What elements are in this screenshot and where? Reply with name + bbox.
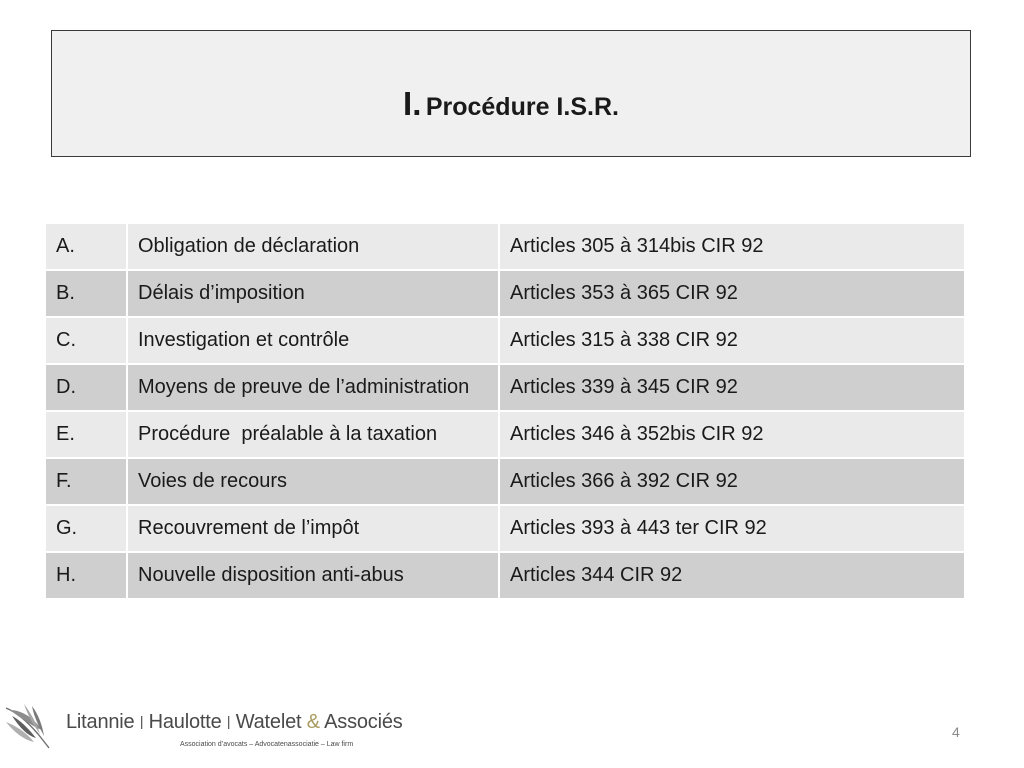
row-reference: Articles 339 à 345 CIR 92	[499, 364, 965, 411]
row-reference: Articles 305 à 314bis CIR 92	[499, 223, 965, 270]
row-topic: Obligation de déclaration	[127, 223, 499, 270]
row-topic: Investigation et contrôle	[127, 317, 499, 364]
row-reference: Articles 346 à 352bis CIR 92	[499, 411, 965, 458]
title-numeral: I.	[403, 85, 422, 122]
row-reference: Articles 353 à 365 CIR 92	[499, 270, 965, 317]
row-topic: Procédure préalable à la taxation	[127, 411, 499, 458]
row-letter: E.	[45, 411, 127, 458]
title-text: Procédure I.S.R.	[425, 93, 619, 121]
slide-title	[52, 85, 970, 123]
row-topic: Délais d’imposition	[127, 270, 499, 317]
slide-title-box	[51, 30, 971, 157]
row-reference: Articles 344 CIR 92	[499, 552, 965, 599]
firm-separator: |	[139, 713, 144, 729]
page-number: 4	[952, 724, 960, 740]
firm-ampersand: &	[306, 711, 320, 733]
table-row	[45, 270, 965, 317]
row-letter: H.	[45, 552, 127, 599]
row-topic: Voies de recours	[127, 458, 499, 505]
row-letter: B.	[45, 270, 127, 317]
row-reference: Articles 315 à 338 CIR 92	[499, 317, 965, 364]
row-letter: G.	[45, 505, 127, 552]
firm-subtitle: Association d’avocats – Advocatenassociatie – Law firm	[180, 741, 354, 748]
row-letter: F.	[45, 458, 127, 505]
row-topic: Recouvrement de l’impôt	[127, 505, 499, 552]
firm-name-part3: Watelet	[235, 711, 302, 733]
row-reference: Articles 366 à 392 CIR 92	[499, 458, 965, 505]
row-letter: C.	[45, 317, 127, 364]
row-topic: Moyens de preuve de l’administration	[127, 364, 499, 411]
row-topic: Nouvelle disposition anti-abus	[127, 552, 499, 599]
firm-name-part4: Associés	[324, 711, 403, 733]
table-row	[45, 364, 965, 411]
row-letter: A.	[45, 223, 127, 270]
feather-logo-icon	[2, 698, 54, 750]
firm-name-part1: Litannie	[66, 711, 135, 733]
procedure-table	[44, 222, 966, 600]
table-row	[45, 411, 965, 458]
firm-name	[66, 711, 403, 734]
row-reference: Articles 393 à 443 ter CIR 92	[499, 505, 965, 552]
table-row	[45, 458, 965, 505]
firm-separator: |	[226, 713, 231, 729]
table-row	[45, 505, 965, 552]
table-row	[45, 223, 965, 270]
firm-name-part2: Haulotte	[148, 711, 222, 733]
table-row	[45, 317, 965, 364]
row-letter: D.	[45, 364, 127, 411]
table-row	[45, 552, 965, 599]
